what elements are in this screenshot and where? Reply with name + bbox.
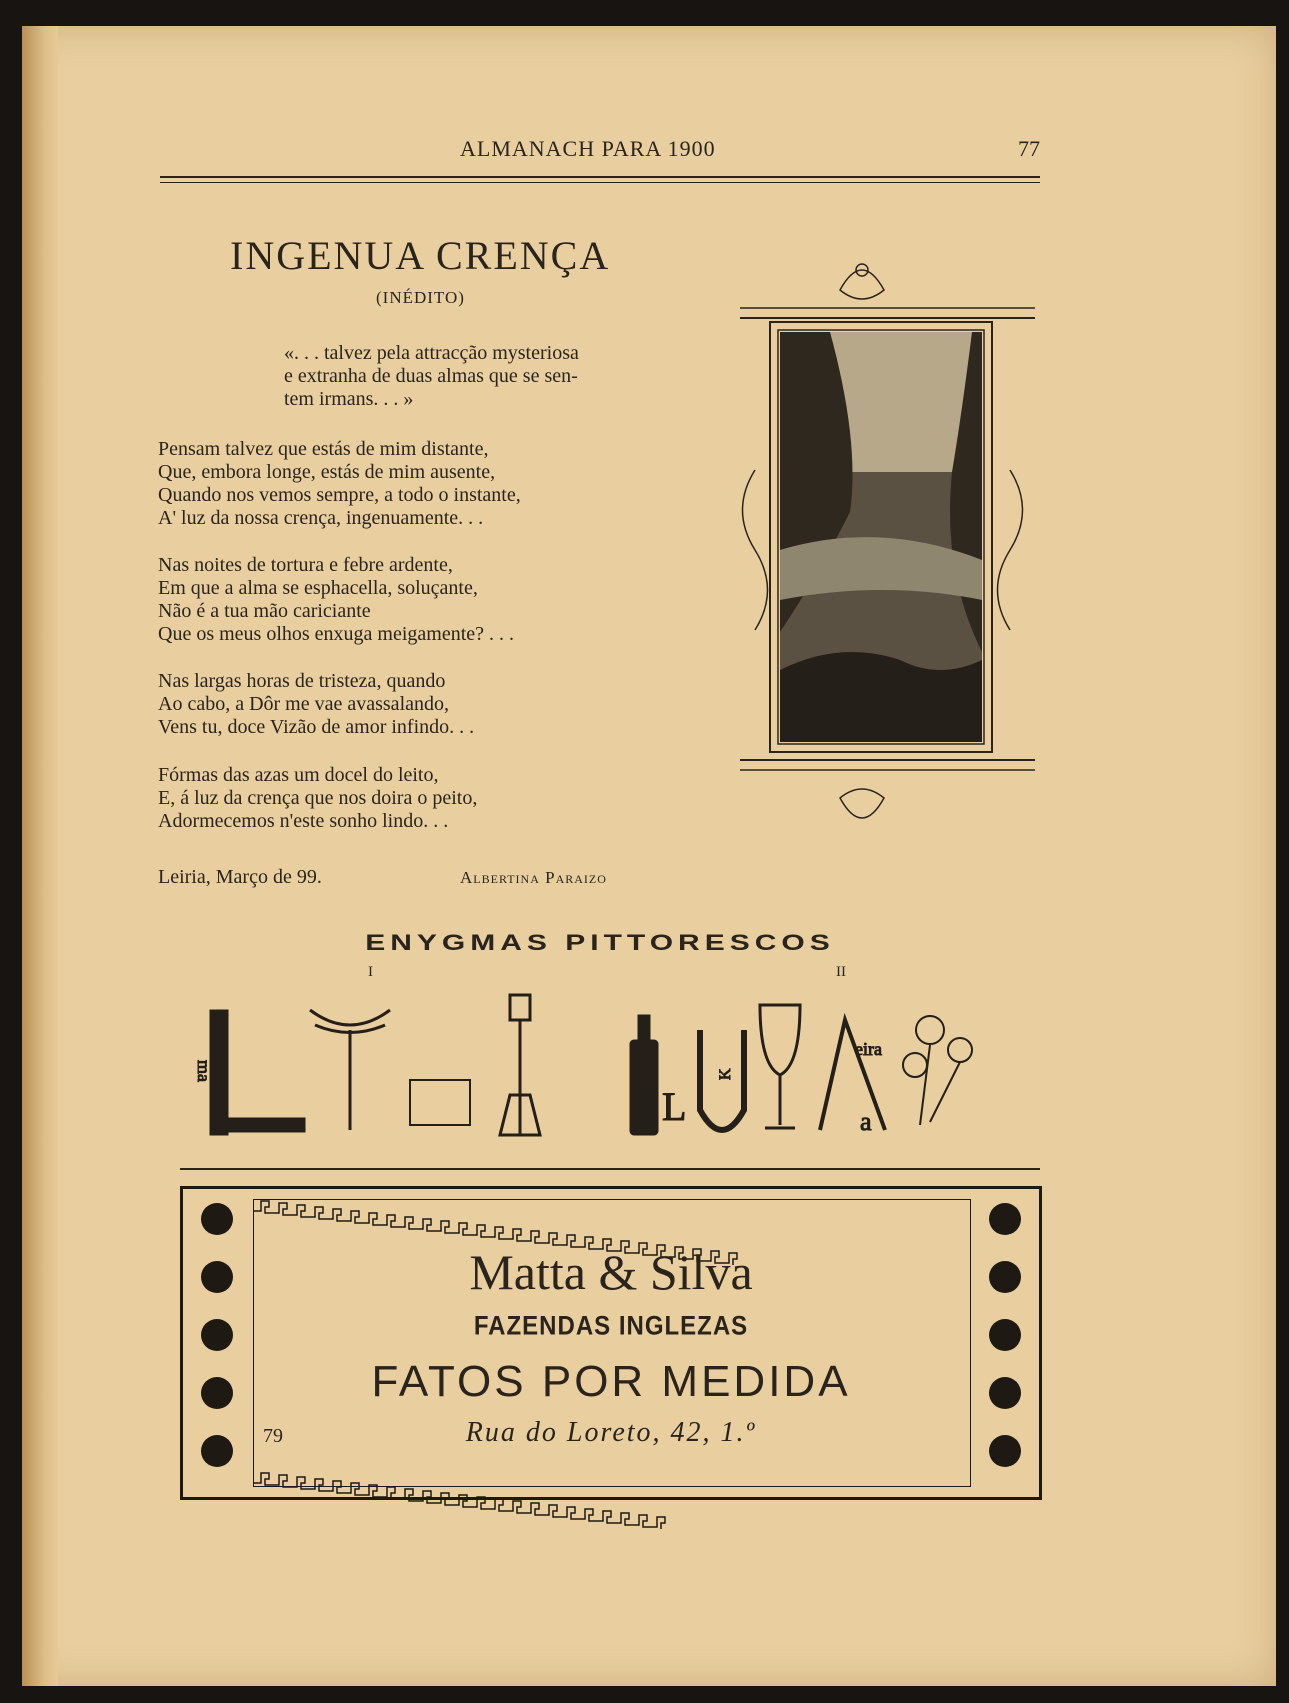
advert-address: Rua do Loreto, 42, 1.º bbox=[465, 1417, 757, 1448]
flower-border-right-icon bbox=[975, 1189, 1035, 1497]
verse-line: Não é a tua mão cariciante bbox=[158, 600, 371, 622]
advert-firm-name: Matta & Silva bbox=[469, 1244, 753, 1300]
advert-number: 79 bbox=[263, 1425, 283, 1447]
verse-line: Que, embora longe, estás de mim ausente, bbox=[158, 461, 496, 483]
header-rule bbox=[160, 176, 1040, 178]
verse-line: Quando nos vemos sempre, a todo o instante, bbox=[158, 484, 521, 506]
author-name: Albertina Paraizo bbox=[460, 868, 607, 887]
page-number: 77 bbox=[1018, 136, 1040, 161]
enigma-label-2: II bbox=[836, 964, 846, 980]
fleuron-bottom-icon bbox=[840, 789, 884, 818]
advert-line-2: FATOS POR MEDIDA bbox=[371, 1357, 851, 1406]
letter-a-shape-icon bbox=[820, 1020, 885, 1130]
stanza-1 bbox=[158, 438, 718, 530]
verse-line: Pensam talvez que estás de mim distante, bbox=[158, 438, 489, 460]
advert-line-1: FAZENDAS INGLEZAS bbox=[473, 1311, 749, 1342]
puzzle-text-ma: ma bbox=[194, 1060, 214, 1082]
section-rule bbox=[180, 1168, 1040, 1170]
landscape-picture-icon bbox=[780, 332, 982, 742]
verse-line: E, á luz da crença que nos doira o peito, bbox=[158, 787, 478, 809]
tree-icon bbox=[310, 1010, 390, 1130]
lamp-post-icon bbox=[500, 995, 540, 1135]
place-date: Leiria, Março de 99. bbox=[158, 866, 322, 888]
scroll-left-icon bbox=[743, 470, 768, 630]
stanza-2 bbox=[158, 554, 718, 646]
scroll-right-icon bbox=[998, 470, 1023, 630]
fleuron-top-icon bbox=[840, 270, 884, 299]
verse-line: Que os meus olhos enxuga meigamente? . . . bbox=[158, 623, 515, 645]
verse-line: Vens tu, doce Vizão de amor infindo. . . bbox=[158, 716, 475, 738]
bottle-icon bbox=[630, 1015, 658, 1135]
epigraph-line: tem irmans. . . » bbox=[284, 388, 414, 410]
puzzle-letter-a-big: a bbox=[860, 1107, 872, 1136]
puzzle-letter-k: L bbox=[662, 1084, 687, 1129]
picture-puzzle bbox=[194, 990, 1020, 1150]
enigma-label-1: I bbox=[368, 964, 373, 980]
verse-line: A' luz da nossa crença, ingenuamente. . . bbox=[158, 507, 484, 529]
epigraph-line: «. . . talvez pela attracção mysteriosa bbox=[284, 342, 579, 364]
wine-glass-icon bbox=[760, 1005, 800, 1128]
enigmas-title: ENYGMAS PITTORESCOS bbox=[365, 930, 835, 955]
advertisement bbox=[180, 1186, 1042, 1500]
stanza-4 bbox=[158, 764, 718, 833]
header-title: ALMANACH PARA 1900 bbox=[460, 136, 716, 161]
poem-title: INGENUA CRENÇA bbox=[230, 233, 611, 278]
poem-subtitle: (INÉDITO) bbox=[376, 288, 465, 307]
verse-line: Nas largas horas de tristeza, quando bbox=[158, 670, 446, 692]
header-rule-thin bbox=[160, 182, 1040, 183]
puzzle-text-eira: K bbox=[717, 1068, 734, 1080]
engraving-vignette bbox=[720, 250, 1050, 900]
verse-line: Fórmas das azas um docel do leito, bbox=[158, 764, 439, 786]
verse-line: Adormecemos n'este sonho lindo. . . bbox=[158, 810, 449, 832]
flower-border-left-icon bbox=[187, 1189, 247, 1497]
page-gutter bbox=[22, 26, 58, 1686]
crate-icon bbox=[410, 1080, 470, 1125]
verse-line: Ao cabo, a Dôr me vae avassalando, bbox=[158, 693, 449, 715]
stanza-3 bbox=[158, 670, 718, 739]
epigraph-line: e extranha de duas almas que se sen- bbox=[284, 365, 578, 387]
verse-line: Nas noites de tortura e febre ardente, bbox=[158, 554, 453, 576]
poem-epigraph bbox=[284, 342, 724, 411]
verse-line: Em que a alma se esphacella, soluçante, bbox=[158, 577, 478, 599]
flowers-icon bbox=[903, 1016, 972, 1125]
puzzle-letter-a-small: eira bbox=[855, 1039, 882, 1059]
running-header bbox=[160, 130, 1040, 170]
